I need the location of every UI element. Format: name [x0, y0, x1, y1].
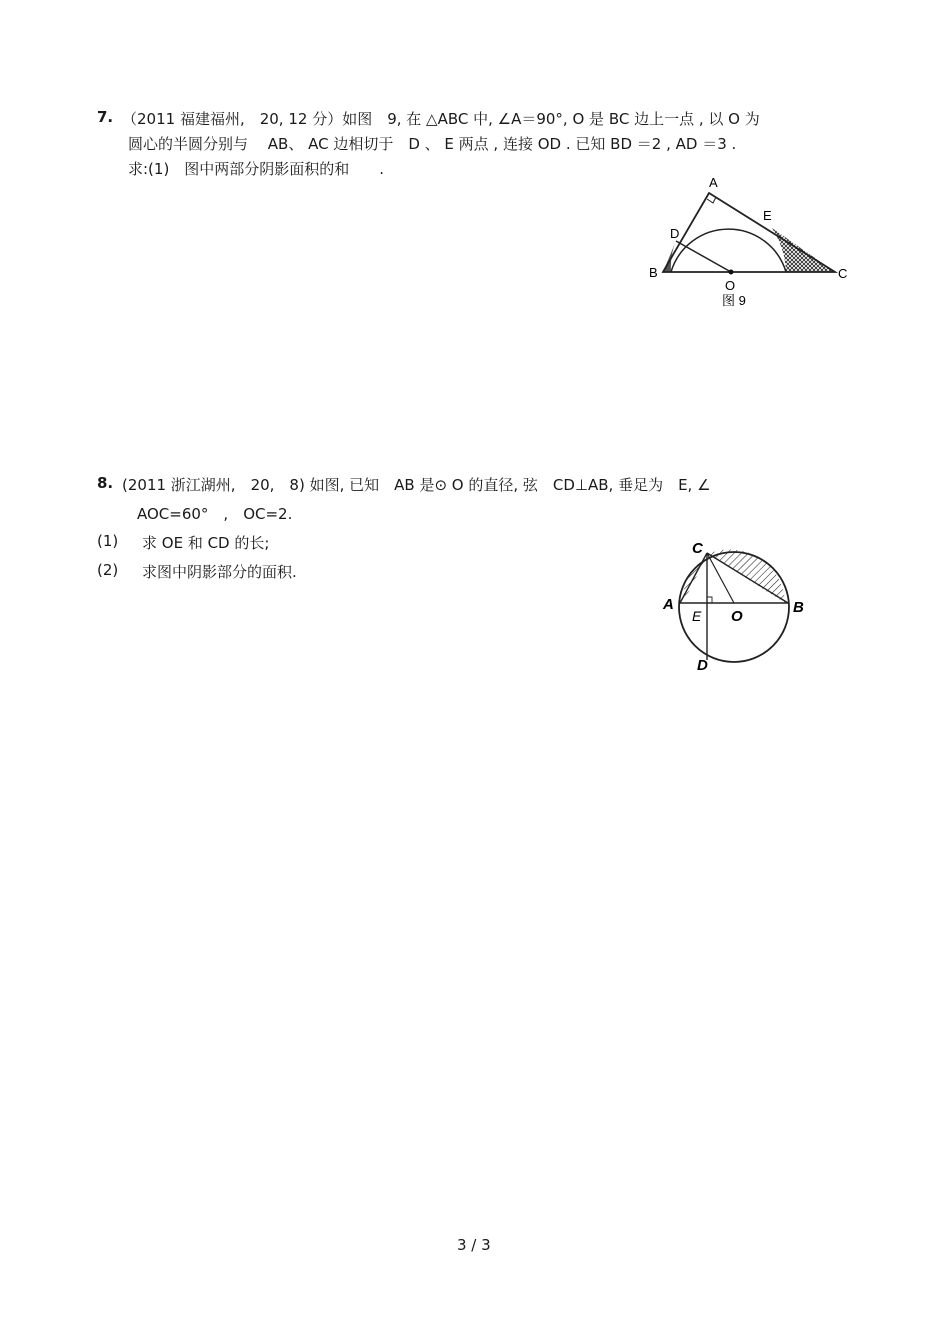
circle-diagram	[655, 535, 820, 675]
semicircle	[671, 229, 786, 272]
label-o: O	[725, 278, 736, 293]
label-c: C	[838, 266, 848, 281]
question-7-line-1: （2011 福建福州, 20, 12 分）如图 9, 在 △ABC 中, ∠A＝90°, O 是 BC 边上一点 , 以 O 为	[122, 110, 760, 128]
label-o: O	[731, 608, 743, 625]
subquestion-2-number: (2)	[97, 561, 119, 579]
label-a: A	[709, 175, 718, 190]
question-7-line-3: 求:(1) 图中两部分阴影面积的和 .	[128, 160, 385, 178]
label-b: B	[793, 599, 804, 616]
subquestion-1-number: (1)	[97, 532, 119, 550]
label-e: E	[763, 208, 772, 223]
label-c: C	[692, 540, 703, 557]
right-angle-marker-e	[707, 597, 712, 603]
question-8-line-1: (2011 浙江湖州, 20, 8) 如图, 已知 AB 是⊙ O 的直径, 弦 CD⊥AB, 垂足为 E, ∠	[122, 476, 711, 494]
page-indicator: 3 / 3	[457, 1236, 491, 1254]
figure-caption: 图 9	[722, 293, 746, 308]
subquestion-2-text: 求图中阴影部分的面积.	[142, 563, 297, 581]
label-e: E	[692, 608, 702, 624]
label-d: D	[697, 657, 708, 674]
question-8-line-2: AOC=60° , OC=2.	[137, 505, 293, 523]
figure-9-diagram	[640, 170, 860, 315]
segment-od	[676, 241, 731, 272]
question-7-number: 7.	[97, 108, 114, 126]
label-b: B	[649, 265, 658, 280]
question-7-line-2: 圆心的半圆分别与 AB、 AC 边相切于 D 、 E 两点 , 连接 OD . 已知 BD ＝2 , AD ＝3 .	[128, 135, 737, 153]
subquestion-1-text: 求 OE 和 CD 的长;	[142, 534, 270, 552]
label-d: D	[670, 226, 680, 241]
right-angle-marker	[707, 197, 716, 203]
center-point-o	[729, 270, 734, 275]
question-8-number: 8.	[97, 474, 114, 492]
segment-ac	[680, 553, 707, 603]
label-a: A	[663, 596, 674, 613]
